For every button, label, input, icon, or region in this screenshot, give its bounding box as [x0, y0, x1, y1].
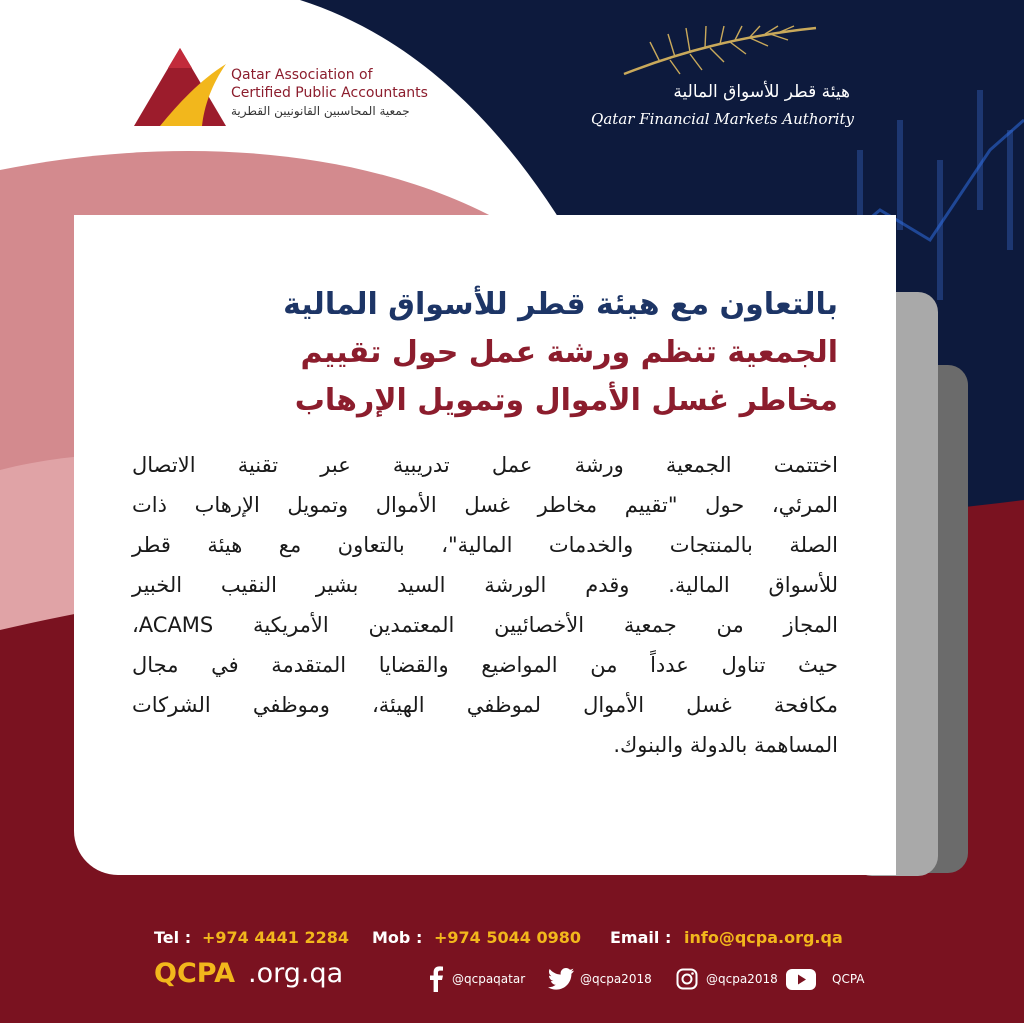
- social-youtube[interactable]: [786, 964, 876, 994]
- qcpa-name-arabic: جمعية المحاسبين القانونيين القطرية: [231, 104, 410, 118]
- qcpa-name-line1: Qatar Association of: [231, 67, 373, 83]
- social-twitter[interactable]: [548, 964, 658, 994]
- body-line-8: المساهمة بالدولة والبنوك.: [613, 733, 838, 757]
- content-card: [74, 215, 896, 875]
- email-label: Email :: [610, 928, 672, 947]
- qfma-name-english: Qatar Financial Markets Authority: [591, 110, 854, 128]
- email-value[interactable]: info@qcpa.org.qa: [684, 928, 843, 947]
- qcpa-triangle-icon: [130, 44, 230, 130]
- social-facebook[interactable]: [428, 964, 538, 994]
- body-line-1: اختتمت الجمعية ورشة عمل تدريبية عبر تقنية الاتصال: [132, 453, 838, 477]
- website-domain: .org.qa: [248, 958, 344, 989]
- website-brand: QCPA: [154, 958, 235, 989]
- qfma-logo: [580, 22, 870, 142]
- body-line-5: المجاز من جمعية الأخصائيين المعتمدين الأمريكية ACAMS،: [132, 613, 838, 637]
- headline: [124, 287, 838, 427]
- body-line-7: مكافحة غسل الأموال لموظفي الهيئة، وموظفي الشركات: [132, 693, 838, 717]
- instagram-icon: [676, 968, 698, 990]
- qfma-name-arabic: هيئة قطر للأسواق المالية: [673, 82, 850, 102]
- social-links: [428, 964, 878, 994]
- website[interactable]: [154, 958, 384, 998]
- body-line-2: المرئي، حول "تقييم مخاطر غسل الأموال وتمويل الإرهاب ذات: [132, 493, 838, 517]
- facebook-icon: [428, 966, 444, 992]
- twitter-handle: @qcpa2018: [580, 972, 652, 986]
- social-instagram[interactable]: [676, 964, 786, 994]
- mob-label: Mob :: [372, 928, 423, 947]
- headline-line3: مخاطر غسل الأموال وتمويل الإرهاب: [294, 383, 838, 418]
- qcpa-name-line2: Certified Public Accountants: [231, 85, 428, 101]
- tel-value[interactable]: +974 4441 2284: [202, 928, 350, 947]
- youtube-handle: QCPA: [832, 972, 865, 986]
- palm-leaf-icon: [620, 22, 820, 78]
- qcpa-logo: [130, 44, 460, 134]
- contact-bar: [154, 928, 874, 954]
- body-line-6: حيث تناول عدداً من المواضيع والقضايا المتقدمة في مجال: [132, 653, 838, 677]
- body-text: [132, 453, 838, 783]
- headline-line2: الجمعية تنظم ورشة عمل حول تقييم: [300, 335, 838, 370]
- facebook-handle: @qcpaqatar: [452, 972, 526, 986]
- twitter-icon: [548, 968, 574, 990]
- body-line-3: الصلة بالمنتجات والخدمات المالية"، بالتعاون مع هيئة قطر: [132, 533, 838, 557]
- youtube-icon: [786, 969, 816, 990]
- tel-label: Tel :: [154, 928, 192, 947]
- instagram-handle: @qcpa2018: [706, 972, 778, 986]
- body-line-4: للأسواق المالية. وقدم الورشة السيد بشير النقيب الخبير: [132, 573, 838, 597]
- headline-line1: بالتعاون مع هيئة قطر للأسواق المالية: [283, 287, 838, 322]
- mob-value[interactable]: +974 5044 0980: [434, 928, 582, 947]
